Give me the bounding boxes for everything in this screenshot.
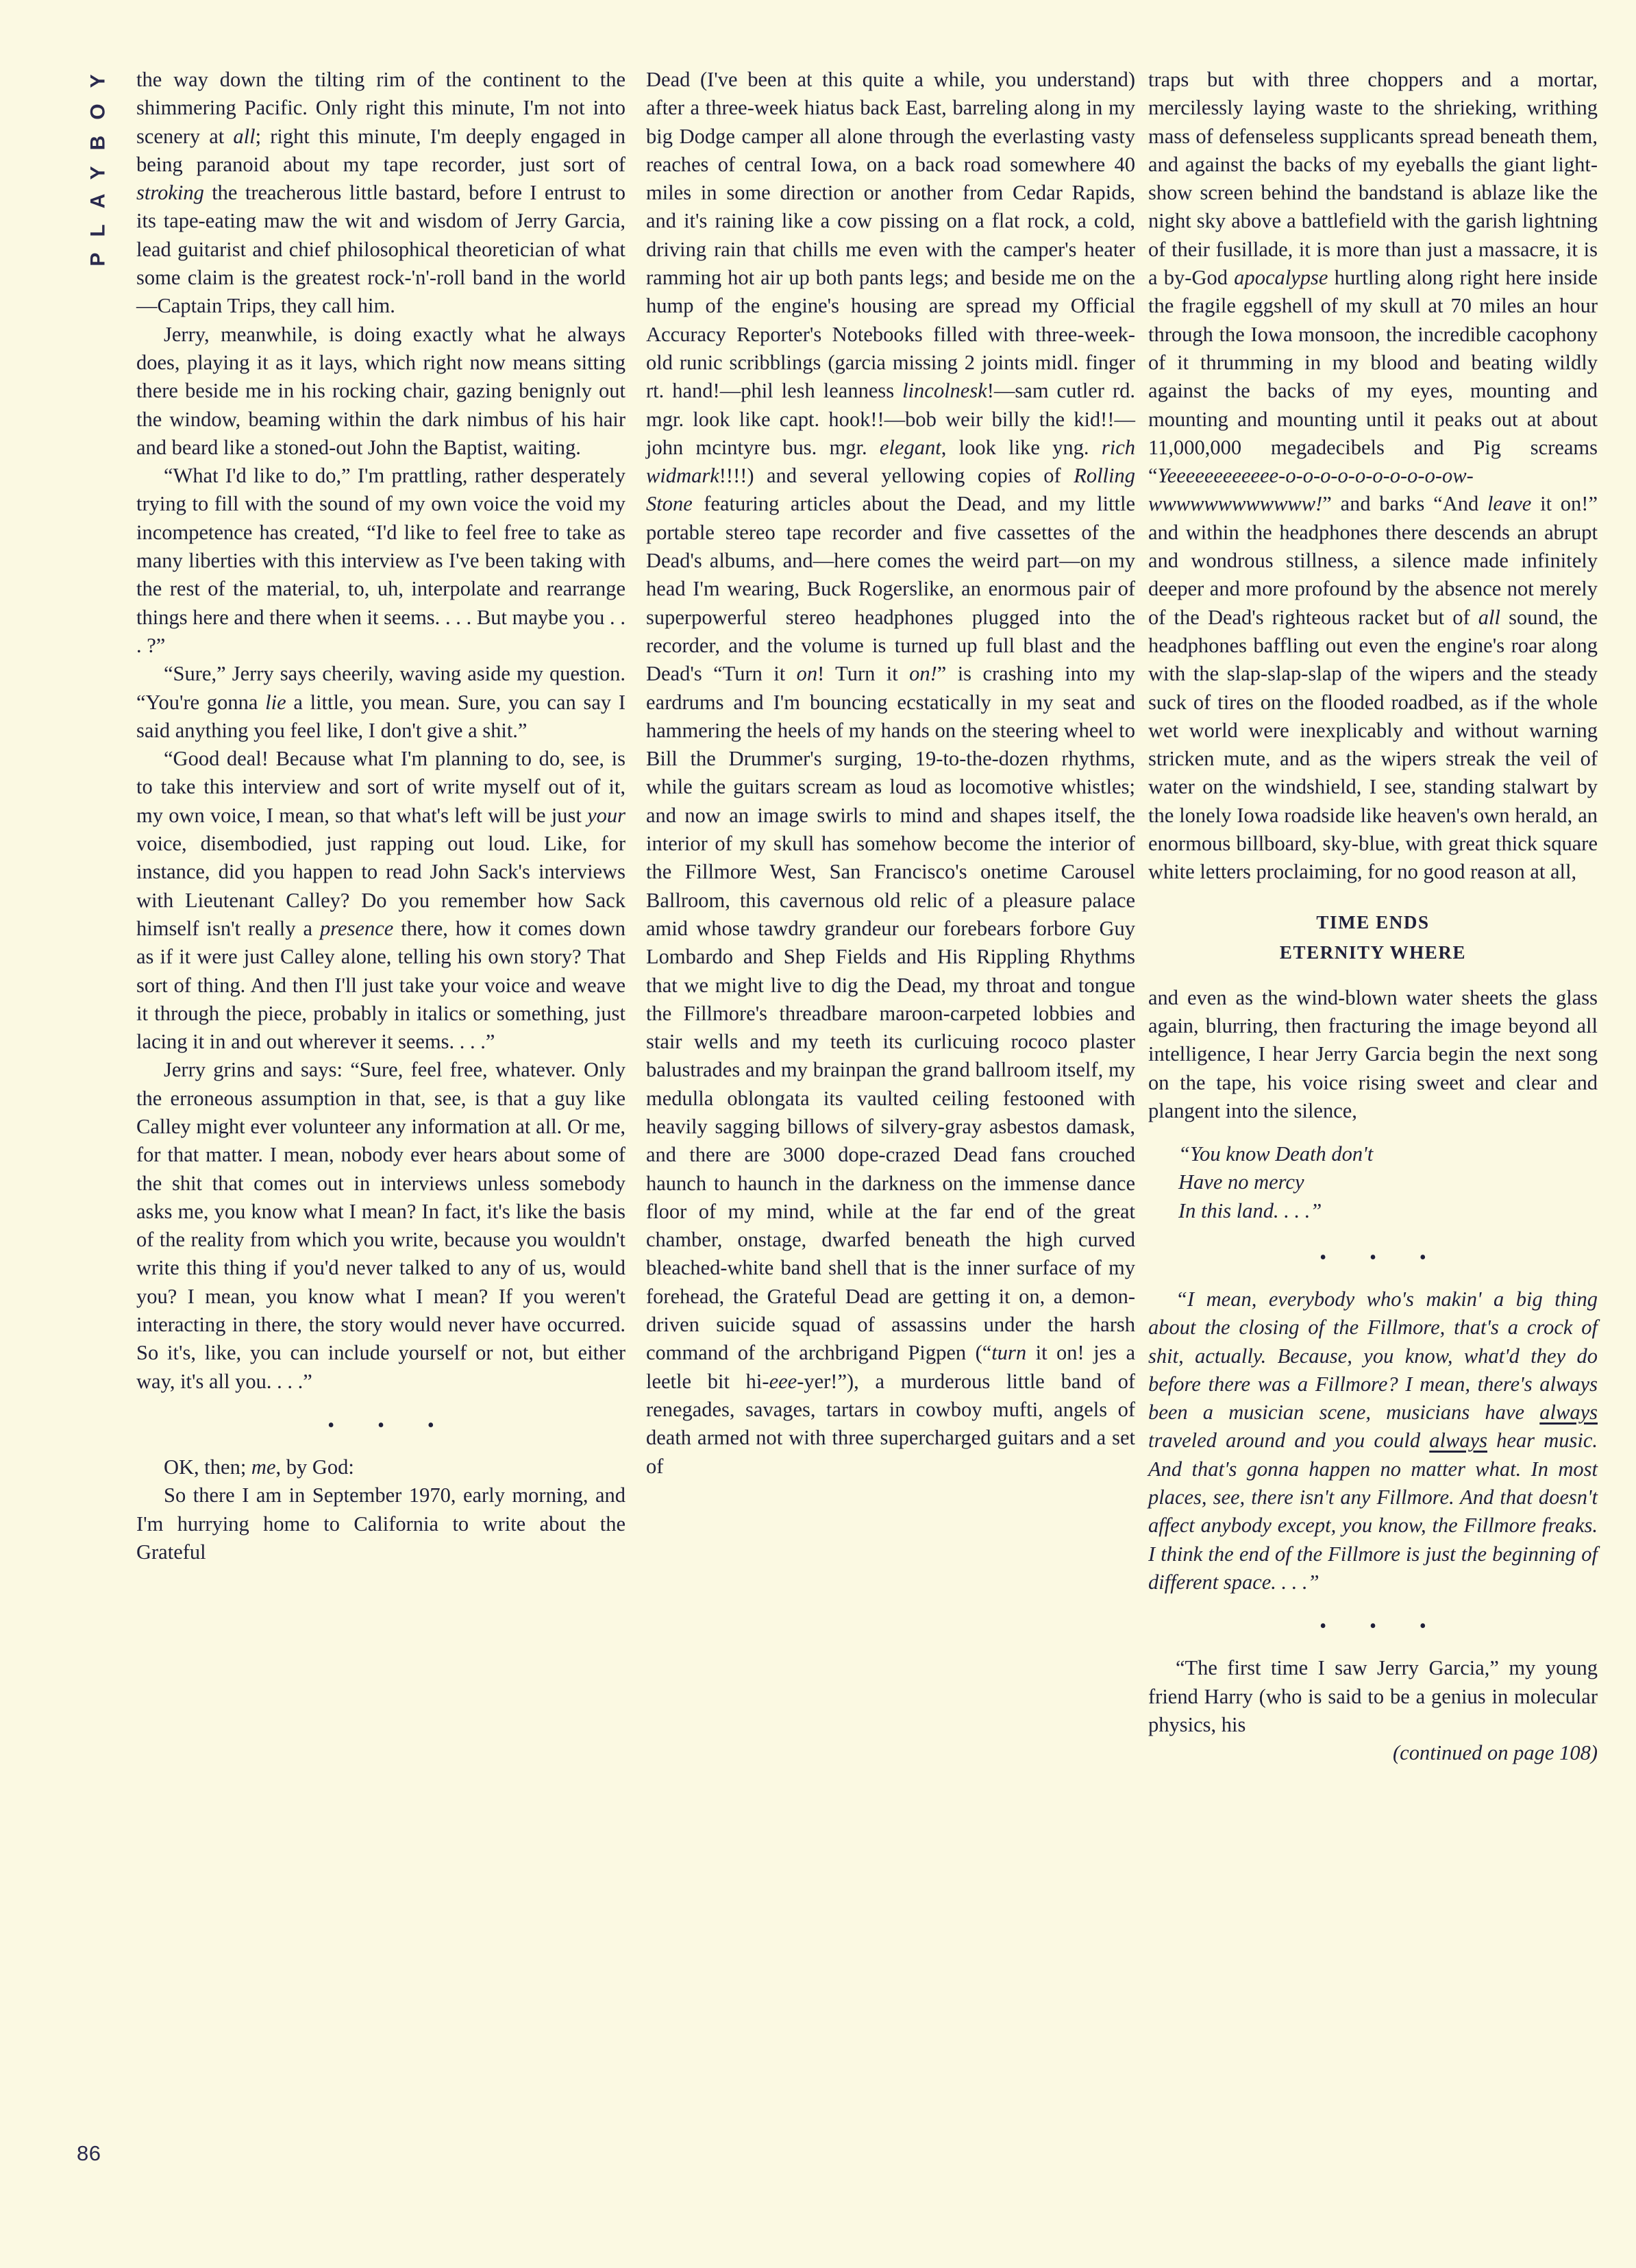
para-text: “What I'd like to do,” I'm prattling, rather desperately trying to fill with the sound of my own voice the void my incompetence has created, “I'd like to feel free to take as many liberties with this interview as I've been taking with the rest of the material, to, uh, interpolate and rearrange things here and there when it seems. . . . But maybe you . . . ?” bbox=[136, 464, 625, 657]
emphasis: apocalypse bbox=[1234, 266, 1328, 290]
masthead-label: PLAYBOY bbox=[87, 58, 110, 267]
para-text: the way down the tilting rim of the continent to the shimmering Pacific. Only right this minute, I'm not into scenery at bbox=[136, 68, 625, 148]
emphasis: me bbox=[251, 1455, 276, 1479]
para-text: “Good deal! Because what I'm planning to do, see, is to take this interview and sort of write myself out of it, my own voice, I mean, so that what's left will be just bbox=[136, 747, 625, 827]
emphasis-scream: Yeeeeeeeeeeee-o-o-o-o-o-o-o-o-o-ow-wwwwwwwwwwww! bbox=[1148, 464, 1474, 516]
emphasis: on bbox=[796, 662, 818, 686]
paragraph bbox=[136, 660, 625, 745]
para-text: the treacherous little bastard, before I entrust to its tape-eating maw the wit and wisdom of Jerry Garcia, lead guitarist and chief philosophical theoretician of what some claim is the greatest rock-'n'-roll band in the world—Captain Trips, they call him. bbox=[136, 181, 625, 318]
paragraph bbox=[1148, 984, 1598, 1125]
emphasis: lie bbox=[265, 690, 286, 714]
para-text: featuring articles about the Dead, and my little portable stereo tape recorder and five cassettes of the Dead's albums, and—here comes the weird part—on my head I'm wearing, Buck Rogerslike, an enormous pair of superpowerful stereo headphones plugged into the recorder, and the volume is turned up full blast and the Dead's “Turn it bbox=[646, 492, 1135, 686]
para-text: ; right this minute, I'm deeply engaged in being paranoid about my tape recorder, just sort of bbox=[136, 124, 625, 176]
underlined-emphasis: always bbox=[1429, 1429, 1487, 1453]
emphasis: presence bbox=[320, 916, 394, 940]
para-text: So there I am in September 1970, early morning, and I'm hurrying home to California to write about the Grateful bbox=[136, 1483, 625, 1564]
para-text: !—sam cutler rd. mgr. look like capt. hook!!—bob weir billy the kid!!—john mcintyre bus. mgr. bbox=[646, 379, 1135, 459]
paragraph bbox=[136, 462, 625, 660]
billboard-line-1: TIME ENDS bbox=[1316, 911, 1430, 933]
quote-text: “I mean, everybody who's makin' a big thing about the closing of the Fillmore, that's a crock of shit, actually. Because, you know, what'd they do before there was a Fillmore? I mean, there's always been a musician scene, musicians have bbox=[1148, 1287, 1598, 1425]
emphasis: rich widmark bbox=[646, 435, 1135, 488]
song-lyric-verse bbox=[1148, 1140, 1598, 1225]
para-text: traps but with three choppers and a mortar, mercilessly laying waste to the shrieking, writhing mass of defenseless supplicants spread beneath them, and against the backs of my eyeballs the giant light-show screen behind the bandstand is ablaze like the night sky above a battlefield with the garish lightning of their fusillade, it is more than just a massacre, it is a by-God bbox=[1148, 68, 1598, 290]
para-text: OK, then; bbox=[164, 1455, 251, 1479]
verse-line-3: In this land. . . .” bbox=[1178, 1198, 1322, 1222]
section-separator-dots: • • • bbox=[327, 1414, 454, 1436]
column-2 bbox=[646, 66, 1135, 1481]
quote-text: hear music. And that's gonna happen no matter what. In most places, see, there isn't any Fillmore. And that doesn't affect anybody except, you know, the Fillmore freaks. I think the end of the Fillmore is just the beginning of different space. . . .” bbox=[1148, 1429, 1598, 1594]
page-number: 86 bbox=[77, 2141, 101, 2165]
verse-line-1: “You know Death don't bbox=[1178, 1142, 1374, 1166]
para-text: sound, the headphones baffling out even the engine's roar along with the slap-slap-slap of the wipers and the steady suck of tires on the flooded roadbed, as if the whole wet world were inexplicably and without warning stricken mute, and as the wipers streak the veil of water on the windshield, I see, standing stalwart by the lonely Iowa roadside like heaven's own herald, an enormous billboard, sky-blue, with great thick square white letters proclaiming, for no good reason at all, bbox=[1148, 605, 1598, 884]
para-text: -yer!”), a murderous little band of renegades, savages, tartars in cowboy mufti, angels of death armed not with three supercharged guitars and a set of bbox=[646, 1369, 1135, 1478]
emphasis: elegant bbox=[879, 435, 941, 459]
emphasis: lincolnesk bbox=[902, 379, 987, 403]
para-text: it on!” and within the headphones there descends an abrupt and wondrous stillness, a silence made infinitely deeper and more profound by the absence not merely of the Dead's righteous racket but of bbox=[1148, 492, 1598, 629]
emphasis: leave bbox=[1487, 492, 1532, 516]
paragraph bbox=[136, 66, 625, 321]
emphasis: turn bbox=[991, 1341, 1027, 1365]
paragraph bbox=[1148, 66, 1598, 887]
para-text: , look like yng. bbox=[941, 435, 1102, 459]
para-text: Dead (I've been at this quite a while, you understand) after a three-week hiatus back East, barreling along in my big Dodge camper all alone through the everlasting vasty reaches of central Iowa, on a back road somewhere 40 miles in some direction or another from Cedar Rapids, and it's raining like a cow pissing on a flat rock, a cold, driving rain that chills me even with the camper's heater ramming hot air up both pants legs; and beside me on the hump of the engine's housing are spread my Official Accuracy Reporter's Notebooks filled with three-week-old runic scribblings (garcia missing 2 joints midl. finger rt. hand!—phil lesh leanness bbox=[646, 68, 1135, 403]
para-text: “The first time I saw Jerry Garcia,” my young friend Harry (who is said to be a genius in molecular physics, his bbox=[1148, 1656, 1598, 1736]
paragraph bbox=[646, 66, 1135, 1481]
para-text: there, how it comes down as if it were just Calley alone, telling his own story? That sort of thing. And then I'll just take your voice and weave it through the piece, probably in italics or something, just lacing it in and out wherever it seems. . . .” bbox=[136, 916, 626, 1054]
para-text: ! Turn it bbox=[817, 662, 910, 686]
emphasis: on! bbox=[909, 662, 937, 686]
paragraph bbox=[136, 321, 625, 462]
para-text: ” and barks “And bbox=[1322, 492, 1487, 516]
billboard-sign bbox=[1148, 907, 1598, 967]
paragraph bbox=[136, 1453, 625, 1481]
paragraph bbox=[136, 745, 625, 1056]
para-text: it on! jes a leetle bit hi- bbox=[646, 1341, 1135, 1393]
quote-text: traveled around and you could bbox=[1148, 1429, 1430, 1453]
para-text: Jerry, meanwhile, is doing exactly what he always does, playing it as it lays, which right now means sitting there beside me in his rocking chair, gazing benignly out the window, beaming within the dark nimbus of his hair and beard like a stoned-out John the Baptist, waiting. bbox=[136, 322, 625, 459]
para-text: ” is crashing into my eardrums and I'm bouncing ecstatically in my seat and hammering the heels of my hands on the steering wheel to Bill the Drummer's surging, 19-to-the-dozen rhythms, while the guitars scream as loud as locomotive whistles; and now an image swirls to mind and shapes itself, the interior of my skull has somehow become the interior of the Fillmore West, San Francisco's onetime Carousel Ballroom, this cavernous old relic of a pleasure palace amid whose tawdry grandeur our forebears forbore Guy Lombardo and Shep Fields and His Rippling Rhythms that we might live to dig the Dead, my throat and tongue the Fillmore's threadbare maroon-carpeted lobbies and stair wells and my teeth its curlicuing rococo plaster balustrades and my brainpan the grand ballroom itself, my medulla oblongata its vaulted ceiling festooned with heavily sagging billows of silvery-gray asbestos damask, and there are 3000 dope-crazed Dead fans crouched haunch to haunch in the darkness on the immense dance floor of my mind, while at the far end of the great chamber, onstage, dwarfed beneath the high curved bleached-white band shell that is the inner surface of my forehead, the Grateful Dead are getting it on, a demon-driven suicide squad of assassins under the harsh command of the archbrigand Pigpen (“ bbox=[646, 662, 1135, 1365]
section-separator-dots: • • • bbox=[1319, 1246, 1446, 1268]
para-text: “Sure,” Jerry says cheerily, waving aside my question. “You're gonna bbox=[136, 662, 625, 714]
emphasis: all bbox=[233, 124, 256, 148]
section-separator-dots-2: • • • bbox=[1319, 1616, 1446, 1638]
para-text: a little, you mean. Sure, you can say I said anything you feel like, I don't give a shit.” bbox=[136, 690, 625, 742]
para-text: , by God: bbox=[275, 1455, 354, 1479]
column-3 bbox=[1148, 66, 1598, 1767]
billboard-line-2: ETERNITY WHERE bbox=[1279, 941, 1467, 963]
emphasis: all bbox=[1478, 605, 1500, 629]
continued-note: (continued on page 108) bbox=[1393, 1741, 1598, 1765]
paragraph bbox=[136, 1481, 625, 1566]
emphasis: your bbox=[587, 803, 625, 827]
para-text: Jerry grins and says: “Sure, feel free, whatever. Only the erroneous assumption in that, see, is that a guy like Calley might ever volunteer any information at all. Or me, for that matter. I mean, nobody ever hears about some of the shit that comes out in interviews unless somebody asks me, you know what I mean? In fact, it's like the basis of the reality from which you write, because you wouldn't write this thing if you'd never talked to any of us, would you? I mean, you know what I mean? If you weren't interacting in there, the story would never have occurred. So it's, like, you can include yourself or not, but either way, it's all you. . . .” bbox=[136, 1058, 625, 1393]
para-text: voice, disembodied, just rapping out loud. Like, for instance, did you happen to read John Sack's interviews with Lieutenant Calley? Do you remember how Sack himself isn't really a bbox=[136, 832, 625, 940]
underlined-emphasis: always bbox=[1539, 1401, 1598, 1425]
verse-line-2: Have no mercy bbox=[1178, 1170, 1304, 1194]
emphasis: stroking bbox=[136, 181, 204, 205]
paragraph bbox=[136, 1056, 625, 1396]
column-1 bbox=[136, 66, 625, 1566]
interview-quote bbox=[1148, 1285, 1598, 1597]
emphasis-title: Rolling Stone bbox=[646, 464, 1135, 516]
para-text: and even as the wind-blown water sheets the glass again, blurring, then fracturing the image beyond all intelligence, I hear Jerry Garcia begin the next song on the tape, his voice rising sweet and clear and plangent into the silence, bbox=[1148, 985, 1598, 1122]
para-text: !!!!) and several yellowing copies of bbox=[719, 464, 1074, 488]
paragraph bbox=[1148, 1654, 1598, 1767]
para-text: hurtling along right here inside the fragile eggshell of my skull at 70 miles an hour through the Iowa monsoon, the incredible cacophony of it thrumming in my blood and beating wildly against the backs of my eyes, mounting and mounting and mounting until it peaks out at about 11,000,000 megadecibels and Pig screams “ bbox=[1148, 266, 1598, 488]
emphasis: eee bbox=[769, 1369, 797, 1393]
